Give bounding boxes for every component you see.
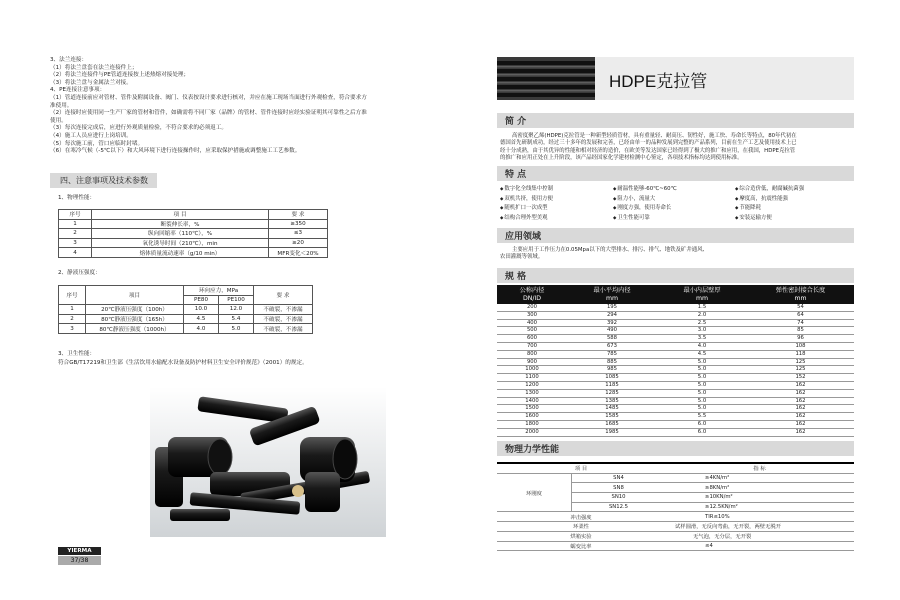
table-row bbox=[497, 512, 854, 522]
note-line: （4）施工人员应进行上岗培训。 bbox=[50, 132, 132, 139]
cell: SN4 bbox=[572, 473, 666, 483]
cell: ≥8KN/m² bbox=[665, 483, 854, 493]
col-header: 项目 bbox=[86, 286, 184, 305]
brand-label: YIERMA bbox=[58, 547, 101, 555]
cell: 氧化诱导时间（210℃），min bbox=[92, 238, 269, 248]
table-row bbox=[497, 358, 854, 366]
table-row bbox=[497, 335, 854, 343]
table-row bbox=[59, 314, 313, 324]
cell: 纵向回缩率（110℃），% bbox=[92, 229, 269, 239]
cell: 4 bbox=[59, 248, 92, 258]
cell: 162 bbox=[747, 397, 854, 405]
table-row bbox=[497, 428, 854, 436]
note-line: （3）每次连接完成后，应进行外观质量检验，不符合要求的必须返工。 bbox=[50, 125, 227, 132]
cell: 6.0 bbox=[657, 420, 747, 428]
table-header bbox=[59, 286, 313, 296]
note-line: 3、法兰连接： bbox=[50, 57, 88, 63]
ring-stiffness-label: 环刚度 bbox=[497, 473, 572, 512]
spec-table-body bbox=[497, 304, 854, 436]
cell: 195 bbox=[567, 304, 657, 311]
cell: 1500 bbox=[497, 405, 567, 413]
intro-line: 的推广和应用正处在上升阶段，该产品经国家化学建材检测中心鉴定，各项技术指标均达到使用标准。 bbox=[500, 154, 743, 161]
table-row bbox=[59, 248, 328, 258]
cell: 5.0 bbox=[657, 389, 747, 397]
cell: 冲击强度 bbox=[497, 512, 665, 522]
col-header: PE80 bbox=[184, 295, 219, 305]
cell: 4.0 bbox=[657, 342, 747, 350]
note-line: 准使用。 bbox=[50, 102, 73, 109]
cell: 162 bbox=[747, 420, 854, 428]
cell: 3 bbox=[59, 324, 86, 334]
cell: 588 bbox=[567, 335, 657, 343]
col-header: 环向应力，MPa bbox=[184, 286, 254, 296]
cell: 600 bbox=[497, 335, 567, 343]
cell: 不破裂，不渗漏 bbox=[254, 324, 313, 334]
mechanical-properties-table bbox=[497, 464, 854, 551]
section-title: 四、注意事项及技术参数 bbox=[60, 176, 148, 185]
table-row bbox=[497, 531, 854, 541]
cell: SN10 bbox=[572, 493, 666, 503]
cell: SN12.5 bbox=[572, 502, 666, 512]
table-row bbox=[497, 311, 854, 319]
cell: 162 bbox=[747, 428, 854, 436]
feature-item: ◆ 随机扩口一次成型 bbox=[500, 203, 613, 211]
table-row bbox=[497, 374, 854, 382]
note-line: （1）将法兰盘套在法兰连接件上； bbox=[50, 64, 138, 71]
cell: 1585 bbox=[567, 413, 657, 421]
cell: 500 bbox=[497, 327, 567, 335]
cell: 152 bbox=[747, 374, 854, 382]
note-line: （1）管道连接前应对管材、管件及附属设备、阀门、仪表按设计要求进行核对，并应在施工现场当面进行外观检查，符合要求方 bbox=[50, 94, 367, 101]
cell: ≥4KN/m² bbox=[665, 473, 854, 483]
hydrostatic-table bbox=[58, 285, 313, 334]
feature-item: ◆ 节能降耗 bbox=[735, 203, 855, 211]
table-row bbox=[497, 473, 854, 483]
note-line: （3）将法兰盘与金属法兰对接。 bbox=[50, 79, 132, 86]
table-row bbox=[497, 541, 854, 551]
cell: 673 bbox=[567, 342, 657, 350]
cell: 不破裂，不渗漏 bbox=[254, 305, 313, 315]
cell: 125 bbox=[747, 358, 854, 366]
cell: 断裂伸长率，% bbox=[92, 219, 269, 229]
col-header: 指 标 bbox=[665, 464, 854, 473]
cell: 1 bbox=[59, 219, 92, 229]
intro-line: 经十分成熟，由于其优异的性能和相对经济的造价，在欧美等发达国家已经得到了极大的推广和应用，在我国，HDPE克拉管 bbox=[500, 147, 796, 154]
col-header: 公称内径 DN/ID bbox=[497, 285, 567, 304]
cell: 1485 bbox=[567, 405, 657, 413]
col-header: 要 求 bbox=[269, 210, 328, 220]
cell: 162 bbox=[747, 413, 854, 421]
page-footer bbox=[58, 547, 101, 565]
table-row bbox=[497, 350, 854, 358]
title-banner bbox=[497, 57, 854, 100]
section-title: 物理力学性能 bbox=[505, 445, 560, 455]
note-line: （2）连接时应使用同一生产厂家的管材和管件，如确需将不同厂家（品牌）的管材、管件连接时应经实验证明其可靠性之后方准 bbox=[50, 110, 367, 117]
cell: 蠕变比率 bbox=[497, 541, 665, 551]
table-row bbox=[497, 304, 854, 311]
app-line: 主要应用于工作压力在0.05Mpa以下的大型排水、排污、排气、地铁及矿井通风、 bbox=[512, 247, 708, 253]
section-title: 应用领域 bbox=[505, 232, 542, 242]
cell: 6.0 bbox=[657, 428, 747, 436]
cell: 885 bbox=[567, 358, 657, 366]
cell: 5.4 bbox=[219, 314, 254, 324]
app-line: 农田灌溉等领域。 bbox=[500, 254, 544, 261]
feature-item: ◆ 结构合理外型美观 bbox=[500, 213, 613, 221]
cell: 1985 bbox=[567, 428, 657, 436]
col-header: 最小平均内径 mm bbox=[567, 285, 657, 304]
cell: 85 bbox=[747, 327, 854, 335]
cell: 2000 bbox=[497, 428, 567, 436]
cell: 12.0 bbox=[219, 305, 254, 315]
feature-item: ◆ 刚度方强，使用寿命长 bbox=[613, 203, 735, 211]
table-row bbox=[497, 366, 854, 374]
col-header: 序号 bbox=[59, 286, 86, 305]
page-number: 37/38 bbox=[58, 556, 101, 565]
col-header: 序号 bbox=[59, 210, 92, 220]
cell: 985 bbox=[567, 366, 657, 374]
feature-item: ◆ 摩度高，抗震性能强 bbox=[735, 194, 855, 202]
cell: 118 bbox=[747, 350, 854, 358]
col-header: 弹性密封接合长度 mm bbox=[747, 285, 854, 304]
cell: 5.0 bbox=[657, 358, 747, 366]
section-header bbox=[497, 113, 854, 128]
corrugated-pipe-photo bbox=[497, 57, 595, 100]
note-line: （6）在寒冷气候（-5℃以下）和大风环境下进行连接操作时，应采取保护措施或调整施工工艺参数。 bbox=[50, 148, 301, 155]
cell: 1800 bbox=[497, 420, 567, 428]
cell: 96 bbox=[747, 335, 854, 343]
note-line: （5）每次施工前，管口应临时封堵。 bbox=[50, 140, 144, 147]
cell: 200 bbox=[497, 304, 567, 311]
cell: 108 bbox=[747, 342, 854, 350]
cell: 3 bbox=[59, 238, 92, 248]
section-header bbox=[50, 173, 157, 188]
cell: 试样圆滑，无反向弯曲，无开裂，两壁无脱开 bbox=[665, 522, 854, 532]
cell: 1285 bbox=[567, 389, 657, 397]
cell: 烘箱实验 bbox=[497, 531, 665, 541]
cell: 3.5 bbox=[657, 335, 747, 343]
cell: 4.5 bbox=[657, 350, 747, 358]
phys-title: 1、物理性能： bbox=[58, 195, 96, 201]
cell: 64 bbox=[747, 311, 854, 319]
table-row bbox=[497, 327, 854, 335]
features-list bbox=[500, 184, 855, 221]
table-row bbox=[497, 405, 854, 413]
section-title: 规 格 bbox=[505, 272, 527, 282]
feature-item: ◆ 安装运输方便 bbox=[735, 213, 855, 221]
cell: ≥10KN/m² bbox=[665, 493, 854, 503]
cell: MFR变化＜20% bbox=[269, 248, 328, 258]
col-header: 最小内层壁厚 mm bbox=[657, 285, 747, 304]
cell: 1685 bbox=[567, 420, 657, 428]
table-row bbox=[497, 319, 854, 327]
cell: 800 bbox=[497, 350, 567, 358]
note-line: 4、PE连接注意事项： bbox=[50, 87, 106, 94]
pipe-fittings-photo bbox=[150, 387, 386, 537]
table-row bbox=[59, 219, 328, 229]
cell: 392 bbox=[567, 319, 657, 327]
feature-item: ◆ 双机共挤，使用方便 bbox=[500, 194, 613, 202]
col-header: PE100 bbox=[219, 295, 254, 305]
table-header bbox=[497, 464, 854, 473]
table-row bbox=[497, 381, 854, 389]
installation-notes bbox=[50, 57, 367, 156]
cell: 5.5 bbox=[657, 413, 747, 421]
table-header bbox=[497, 285, 854, 304]
table-row bbox=[497, 522, 854, 532]
cell: 162 bbox=[747, 381, 854, 389]
note-line: 使用。 bbox=[50, 117, 67, 124]
cell: 162 bbox=[747, 405, 854, 413]
cell: 4.0 bbox=[184, 324, 219, 334]
table-row bbox=[497, 389, 854, 397]
cell: 1300 bbox=[497, 389, 567, 397]
cell: 环柔性 bbox=[497, 522, 665, 532]
table-row bbox=[497, 397, 854, 405]
hygiene-text: 符合GB/T17219和卫生部《生活饮用水输配水设备及防护材料卫生安全评价规范》（2001）的规定。 bbox=[58, 360, 308, 366]
cell: 2 bbox=[59, 314, 86, 324]
intro-line: 德国首先研制成功，经过三十多年的发展和完善，已经由单一的品种发展到完整的产品系列，目前在生产工艺及使用技术上已 bbox=[500, 140, 797, 147]
cell: SN8 bbox=[572, 483, 666, 493]
table-header bbox=[59, 210, 328, 220]
col-header: 项 目 bbox=[92, 210, 269, 220]
cell: 900 bbox=[497, 358, 567, 366]
note-line: （2）将法兰连接件与PE管道连接按上述热熔对接处理； bbox=[50, 72, 190, 79]
cell: ≥12.5KN/m² bbox=[665, 502, 854, 512]
cell: 1400 bbox=[497, 397, 567, 405]
section-header bbox=[497, 441, 854, 456]
hygiene-title: 3、卫生性能： bbox=[58, 351, 96, 357]
spec-table bbox=[497, 285, 854, 437]
table-row bbox=[59, 229, 328, 239]
cell: 5.0 bbox=[657, 405, 747, 413]
cell: 3.0 bbox=[657, 327, 747, 335]
feature-item: ◆ 耐温性能够-60℃~60℃ bbox=[613, 184, 735, 192]
feature-item: ◆ 数字化全线集中控制 bbox=[500, 184, 613, 192]
cell: TIR≤10% bbox=[665, 512, 854, 522]
table-row bbox=[59, 238, 328, 248]
cell: 1200 bbox=[497, 381, 567, 389]
cell: 20℃静液压强度（100h） bbox=[86, 305, 184, 315]
table-row bbox=[59, 324, 313, 334]
feature-item: ◆ 卫生性能可靠 bbox=[613, 213, 735, 221]
cell: 1085 bbox=[567, 374, 657, 382]
cell: 2.0 bbox=[657, 311, 747, 319]
cell: 80℃静液压强度（1000h） bbox=[86, 324, 184, 334]
col-header: 项 目 bbox=[497, 464, 665, 473]
cell: 2 bbox=[59, 229, 92, 239]
cell: 162 bbox=[747, 389, 854, 397]
cell: 无气泡，无分层，无开裂 bbox=[665, 531, 854, 541]
cell: 1100 bbox=[497, 374, 567, 382]
cell: 490 bbox=[567, 327, 657, 335]
cell: 5.0 bbox=[657, 366, 747, 374]
cell: 5.0 bbox=[657, 397, 747, 405]
application-text bbox=[500, 247, 708, 262]
section-title: 简 介 bbox=[505, 117, 527, 127]
cell: ≤3 bbox=[269, 229, 328, 239]
cell: 74 bbox=[747, 319, 854, 327]
cell: 300 bbox=[497, 311, 567, 319]
feature-item: ◆ 阻力小，流量大 bbox=[613, 194, 735, 202]
cell: ≥350 bbox=[269, 219, 328, 229]
cell: 1 bbox=[59, 305, 86, 315]
physical-properties-table bbox=[58, 209, 328, 258]
cell: ≥20 bbox=[269, 238, 328, 248]
cell: 1385 bbox=[567, 397, 657, 405]
section-header bbox=[497, 166, 854, 181]
cell: 1600 bbox=[497, 413, 567, 421]
cell: ≤4 bbox=[665, 541, 854, 551]
cell: 4.5 bbox=[184, 314, 219, 324]
cell: 125 bbox=[747, 366, 854, 374]
cell: 700 bbox=[497, 342, 567, 350]
cell: 不破裂，不渗漏 bbox=[254, 314, 313, 324]
cell: 294 bbox=[567, 311, 657, 319]
col-header: 要 求 bbox=[254, 286, 313, 305]
section-header bbox=[497, 268, 854, 283]
cell: 1000 bbox=[497, 366, 567, 374]
cell: 10.0 bbox=[184, 305, 219, 315]
cell: 1185 bbox=[567, 381, 657, 389]
feature-item: ◆ 综合造价低，耐腐碱抗菌强 bbox=[735, 184, 855, 192]
cell: 熔体质量流动速率（g/10 min） bbox=[92, 248, 269, 258]
section-title: 特 点 bbox=[505, 170, 527, 180]
cell: 1.5 bbox=[657, 304, 747, 311]
table-row bbox=[497, 413, 854, 421]
cell: 5.0 bbox=[657, 381, 747, 389]
table-row bbox=[59, 305, 313, 315]
section-header bbox=[497, 228, 854, 243]
cell: 80℃静液压强度（165h） bbox=[86, 314, 184, 324]
page-title: HDPE克拉管 bbox=[609, 72, 708, 91]
intro-text bbox=[500, 133, 797, 162]
hydro-title: 2、静液压强度： bbox=[58, 270, 101, 276]
cell: 400 bbox=[497, 319, 567, 327]
cell: 5.0 bbox=[219, 324, 254, 334]
table-row bbox=[497, 420, 854, 428]
cell: 54 bbox=[747, 304, 854, 311]
table-row bbox=[497, 342, 854, 350]
cell: 785 bbox=[567, 350, 657, 358]
intro-line: 高密度聚乙烯(HDPE)克拉管是一种新型轻质管材，具有重量轻、耐高压、韧性好，施工快、寿命长等特点，80年代初在 bbox=[512, 133, 797, 139]
cell: 2.5 bbox=[657, 319, 747, 327]
cell: 5.0 bbox=[657, 374, 747, 382]
